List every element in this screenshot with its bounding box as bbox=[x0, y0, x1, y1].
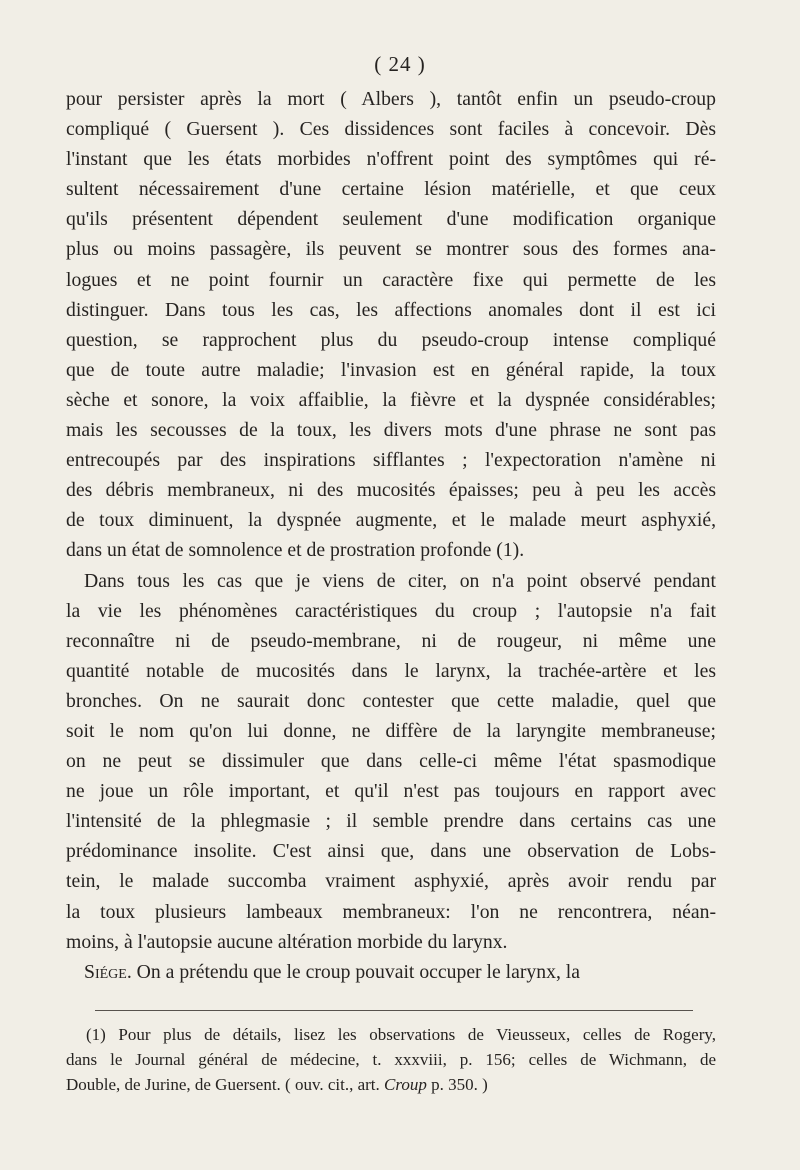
footnote-croup-italic: Croup bbox=[384, 1075, 427, 1094]
text-line: l'intensité de la phlegmasie ; il semble prendre dans certains cas une bbox=[66, 810, 716, 833]
text-line: pour persister après la mort ( Albers ), tantôt enfin un pseudo-croup bbox=[66, 88, 716, 110]
text-line: prédominance insolite. C'est ainsi que, dans une observation de Lobs- bbox=[66, 840, 716, 863]
text-line: qu'ils présentent dépendent seulement d'une modification organique bbox=[66, 208, 716, 231]
body-text bbox=[66, 84, 716, 987]
footnote bbox=[66, 1022, 716, 1097]
paragraph-3 bbox=[66, 957, 716, 987]
footnote-line-3-prefix: Double, de Jurine, de Guersent. ( ouv. cit., art. bbox=[66, 1075, 385, 1094]
text-line: dans un état de somnolence et de prostration profonde (1). bbox=[66, 539, 525, 562]
text-line: ne joue un rôle important, et qu'il n'est pas toujours en rapport avec bbox=[66, 780, 716, 803]
paragraph-3-text: On a prétendu que le croup pouvait occuper le larynx, la bbox=[131, 960, 581, 983]
text-line: on ne peut se dissimuler que dans celle-ci même l'état spasmodique bbox=[66, 750, 716, 773]
text-line: plus ou moins passagère, ils peuvent se montrer sous des formes ana- bbox=[66, 238, 716, 261]
footnote-line bbox=[66, 1072, 716, 1097]
paragraph-2 bbox=[66, 566, 716, 957]
text-line: soit le nom qu'on lui donne, ne diffère de la laryngite membraneuse; bbox=[66, 719, 716, 742]
text-line: de toux diminuent, la dyspnée augmente, et le malade meurt asphyxié, bbox=[66, 509, 716, 532]
page-number: ( 24 ) bbox=[374, 52, 426, 76]
text-line: question, se rapprochent plus du pseudo-croup intense compliqué bbox=[66, 328, 716, 351]
paragraph-1 bbox=[66, 84, 716, 566]
text-line: entrecoupés par des inspirations sifflantes ; l'expectoration n'amène ni bbox=[66, 449, 716, 472]
text-line: logues et ne point fournir un caractère fixe qui permette de les bbox=[66, 268, 716, 291]
paragraph-3-line bbox=[66, 957, 716, 987]
text-line: sèche et sonore, la voix affaiblie, la fièvre et la dyspnée considérables; bbox=[66, 388, 716, 411]
footnote-line: dans le Journal général de médecine, t. xxxviii, p. 156; celles de Wichmann, de bbox=[66, 1050, 716, 1069]
text-line: reconnaître ni de pseudo-membrane, ni de rougeur, ni même une bbox=[66, 629, 716, 652]
text-line: Dans tous les cas que je viens de citer, on n'a point observé pendant bbox=[84, 569, 716, 592]
text-line: la vie les phénomènes caractéristiques du croup ; l'autopsie n'a fait bbox=[66, 599, 716, 622]
text-line: compliqué ( Guersent ). Ces dissidences sont faciles à concevoir. Dès bbox=[66, 118, 716, 141]
text-line: bronches. On ne saurait donc contester que cette maladie, quel que bbox=[66, 689, 716, 712]
text-line: moins, à l'autopsie aucune altération morbide du larynx. bbox=[66, 930, 508, 953]
text-line: la toux plusieurs lambeaux membraneux: l'on ne rencontrera, néan- bbox=[66, 900, 716, 923]
text-line: tein, le malade succomba vraiment asphyxié, après avoir rendu par bbox=[66, 870, 716, 893]
text-line: l'instant que les états morbides n'offrent point des symptômes qui ré- bbox=[66, 148, 716, 171]
footnote-rule bbox=[95, 1010, 693, 1011]
text-line: quantité notable de mucosités dans le larynx, la trachée-artère et les bbox=[66, 659, 716, 682]
footnote-line-3-suffix: p. 350. ) bbox=[426, 1075, 488, 1094]
text-line: distinguer. Dans tous les cas, les affections anomales dont il est ici bbox=[66, 298, 716, 321]
text-line: que de toute autre maladie; l'invasion est en général rapide, la toux bbox=[66, 358, 716, 381]
text-line: sultent nécessairement d'une certaine lésion matérielle, et que ceux bbox=[66, 178, 716, 201]
footnote-line: (1) Pour plus de détails, lisez les observations de Vieusseux, celles de Rogery, bbox=[86, 1025, 716, 1044]
text-line: des débris membraneux, ni des mucosités épaisses; peu à peu les accès bbox=[66, 479, 716, 502]
section-label-siege: Siége. bbox=[84, 960, 132, 983]
text-line: mais les secousses de la toux, les divers mots d'une phrase ne sont pas bbox=[66, 419, 716, 442]
